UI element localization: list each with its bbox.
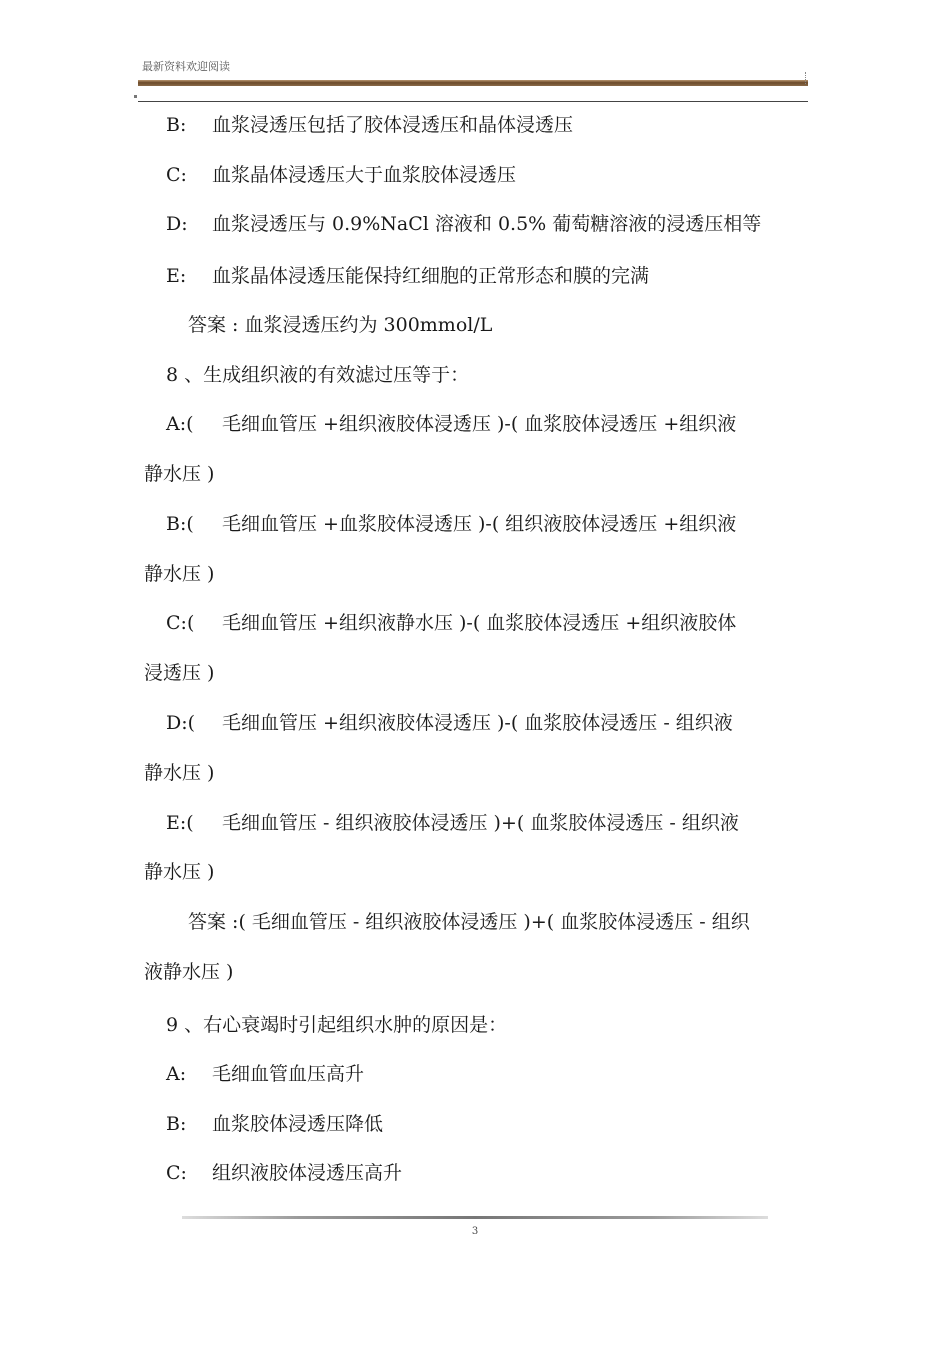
option-key: B: [166,1113,187,1135]
option-line [166,1161,402,1185]
header-divider [138,101,808,102]
header-mark [134,95,137,98]
option-continuation: 静水压 ) [144,861,215,883]
header-rule [138,80,808,86]
option-key: B: [166,114,187,136]
option-line [166,264,649,288]
option-text: 毛细血管压 +组织液静水压 )-( 血浆胶体浸透压 +组织液胶体 [222,612,737,634]
option-key: D:( [166,712,196,734]
option-line [166,163,516,187]
option-line [166,811,739,835]
answer-line: 答案 : 血浆浸透压约为 300mmol/L [188,314,493,336]
option-line [166,711,733,735]
header-mark [805,72,809,84]
option-continuation: 静水压 ) [144,463,215,485]
question-line: 8 、生成组织液的有效滤过压等于： [166,364,470,386]
option-line [166,1112,383,1136]
option-key: E:( [166,812,194,834]
option-text: 毛细血管压 +血浆胶体浸透压 )-( 组织液胶体浸透压 +组织液 [222,513,737,535]
option-text: 毛细血管压 - 组织液胶体浸透压 )+( 血浆胶体浸透压 - 组织液 [222,812,739,834]
option-continuation: 静水压 ) [144,563,215,585]
page-number: 3 [471,1226,479,1237]
option-text: 血浆浸透压与 0.9%NaCl 溶液和 0.5% 葡萄糖溶液的浸透压相等 [212,213,762,235]
option-key: D: [166,213,188,235]
option-line [166,1062,364,1086]
question-line: 9 、右心衰竭时引起组织水肿的原因是： [166,1014,508,1036]
option-continuation: 浸透压 ) [144,662,215,684]
option-text: 毛细血管血压高升 [212,1063,365,1085]
option-continuation: 静水压 ) [144,762,215,784]
option-text: 毛细血管压 +组织液胶体浸透压 )-( 血浆胶体浸透压 - 组织液 [222,712,733,734]
option-key: C:( [166,612,195,634]
option-text: 血浆胶体浸透压降低 [212,1113,384,1135]
option-line [166,412,736,436]
option-text: 血浆晶体浸透压大于血浆胶体浸透压 [212,164,517,186]
option-text: 毛细血管压 +组织液胶体浸透压 )-( 血浆胶体浸透压 +组织液 [222,413,737,435]
option-text: 血浆晶体浸透压能保持红细胞的正常形态和膜的完满 [212,265,650,287]
option-line [166,512,736,536]
option-key: E: [166,265,187,287]
answer-line: 答案 :( 毛细血管压 - 组织液胶体浸透压 )+( 血浆胶体浸透压 - 组织 [188,911,750,933]
option-line [166,212,761,236]
option-line [166,611,736,635]
option-key: C: [166,164,187,186]
option-text: 血浆浸透压包括了胶体浸透压和晶体浸透压 [212,114,574,136]
option-line [166,113,573,137]
footer-rule [182,1216,768,1219]
option-key: B:( [166,513,194,535]
option-key: A:( [166,413,194,435]
answer-continuation: 液静水压 ) [144,961,234,983]
option-key: A: [166,1063,187,1085]
option-key: C: [166,1162,187,1184]
option-text: 组织液胶体浸透压高升 [212,1162,403,1184]
header-text: 最新资料欢迎阅读 [142,60,230,73]
